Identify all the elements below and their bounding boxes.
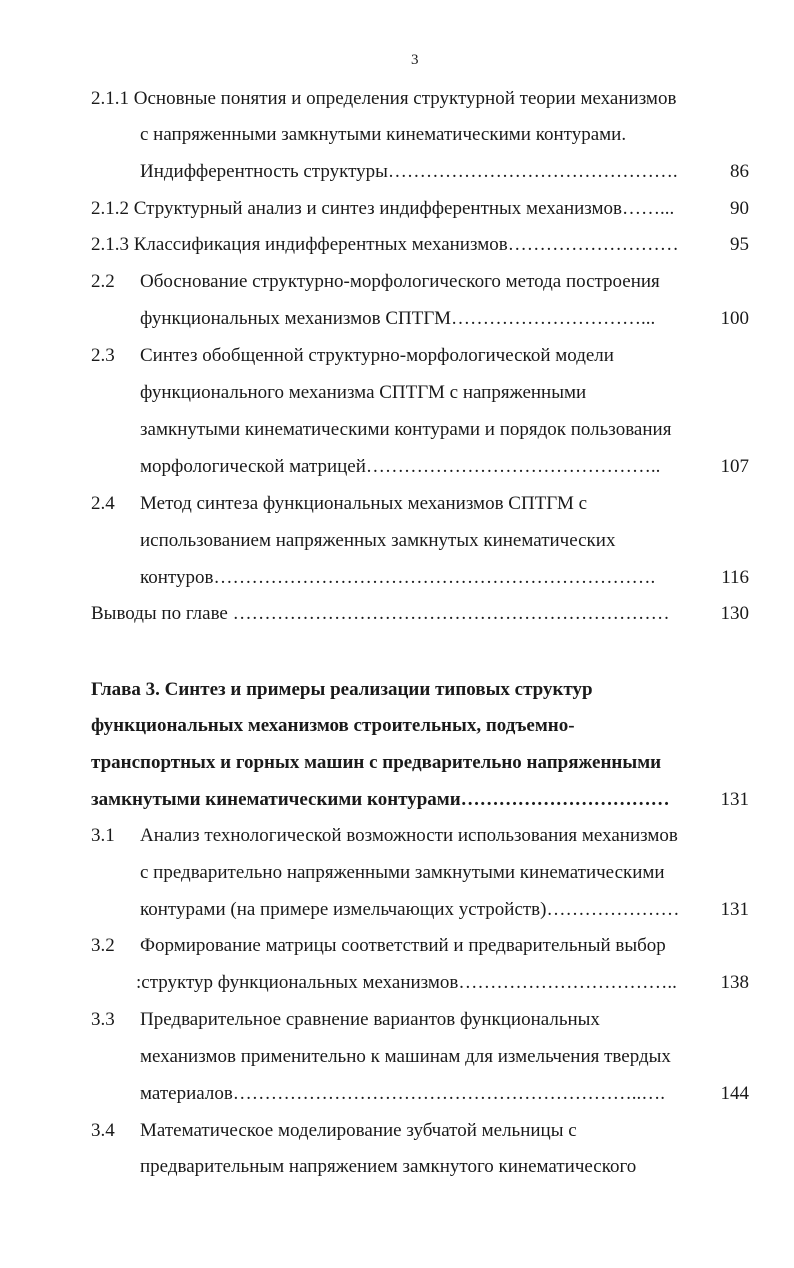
toc-section-number: 3.1 (91, 825, 115, 846)
toc-line: Выводы по главе …………………………………………………………… (91, 603, 670, 624)
toc-line: Индифферентность структуры………………………………………. (140, 161, 678, 182)
chapter-title-line: функциональных механизмов строительных, подъемно- (91, 715, 575, 736)
toc-section-number: 3.3 (91, 1009, 115, 1030)
toc-line: с предварительно напряженными замкнутыми кинематическими (140, 862, 665, 883)
toc-page-number: 138 (720, 972, 749, 993)
toc-line: Математическое моделирование зубчатой мельницы с (140, 1120, 577, 1141)
toc-section-number: 3.4 (91, 1120, 115, 1141)
toc-line: 2.1.1 Основные понятия и определения структурной теории механизмов (91, 88, 677, 109)
chapter-title-line: Глава 3. Синтез и примеры реализации типовых структур (91, 679, 593, 700)
toc-page-number: 116 (721, 567, 749, 588)
toc-line: использованием напряженных замкнутых кинематических (140, 530, 616, 551)
toc-page-number: 86 (730, 161, 749, 182)
toc-line: :структур функциональных механизмов…………………………….. (136, 972, 677, 993)
toc-line: Синтез обобщенной структурно-морфологической модели (140, 345, 614, 366)
toc-line: Предварительное сравнение вариантов функциональных (140, 1009, 600, 1030)
toc-line: Анализ технологической возможности использования механизмов (140, 825, 678, 846)
toc-line: Формирование матрицы соответствий и предварительный выбор (140, 935, 666, 956)
toc-line: контурами (на примере измельчающих устройств)………………… (140, 899, 680, 920)
toc-line: Метод синтеза функциональных механизмов СПТГМ с (140, 493, 588, 514)
toc-page-number: 144 (720, 1083, 749, 1104)
page-number: 3 (411, 52, 419, 68)
toc-line: функционального механизма СПТГМ с напряженными (140, 382, 587, 403)
toc-line: замкнутыми кинематическими контурами и порядок пользования (140, 419, 672, 440)
toc-section-number: 2.4 (91, 493, 115, 514)
toc-line: функциональных механизмов СПТГМ…………………………... (140, 308, 656, 329)
toc-section-number: 2.2 (91, 271, 115, 292)
toc-section-number: 2.3 (91, 345, 115, 366)
chapter-title-line: транспортных и горных машин с предварительно напряженными (91, 752, 662, 773)
toc-section-number: 3.2 (91, 935, 115, 956)
toc-page-number: 131 (720, 899, 749, 920)
toc-page-number: 100 (720, 308, 749, 329)
toc-line: предварительным напряжением замкнутого кинематического (140, 1156, 637, 1177)
chapter-title-line: замкнутыми кинематическими контурами…………………………… (91, 789, 670, 810)
toc-page-number: 130 (720, 603, 749, 624)
toc-page-number: 131 (720, 789, 749, 810)
toc-page-number: 95 (730, 234, 749, 255)
toc-line: Обоснование структурно-морфологического метода построения (140, 271, 660, 292)
toc-line: механизмов применительно к машинам для измельчения твердых (140, 1046, 671, 1067)
toc-line: 2.1.2 Структурный анализ и синтез индифферентных механизмов……... (91, 198, 675, 219)
toc-line: с напряженными замкнутыми кинематическими контурами. (140, 124, 627, 145)
toc-page-number: 107 (720, 456, 749, 477)
toc-page-number: 90 (730, 198, 749, 219)
toc-line: 2.1.3 Классификация индифферентных механизмов……………………… (91, 234, 679, 255)
toc-line: морфологической матрицей……………………………………….. (140, 456, 661, 477)
toc-line: контуров……………………………………………………………. (140, 567, 656, 588)
toc-line: материалов………………………………………………………..…. (140, 1083, 666, 1104)
